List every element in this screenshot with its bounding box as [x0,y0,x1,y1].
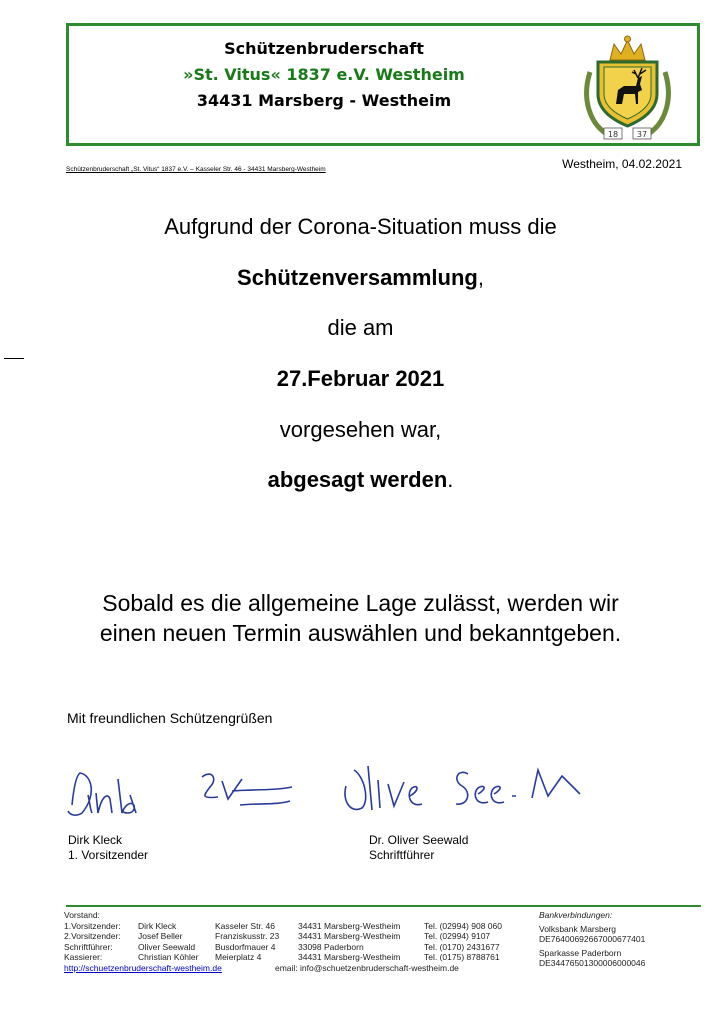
meeting-name: Schützenversammlung [237,265,478,290]
bank2-iban: DE34476501300006000046 [539,958,646,968]
board-label: Vorstand: [64,910,100,920]
bank1-name: Volksbank Marsberg [539,924,617,934]
signer-role: 1. Vorsitzender [68,848,149,862]
footer-board [64,910,524,973]
meeting-date: 27.Februar 2021 [276,366,445,391]
contact-row [64,963,524,974]
body-para2-line1: Sobald es die allgemeine Lage zulässt, werden wir [102,590,619,616]
signer-name: Dr. Oliver Seewald [369,833,469,847]
signer-1 [68,833,148,863]
signer-2 [369,833,468,863]
website-link[interactable]: http://schuetzenbruderschaft-westheim.de [64,962,222,973]
body-line-5: vorgesehen war, [279,417,442,442]
crest-year-left: 18 [607,130,619,139]
signature-oliver-seewald-icon [340,760,590,822]
board-row: 1.Vorsitzender: Dirk Kleck Kasseler Str. 46 34431 Marsberg-Westheim Tel. (02994) 908 060 [64,920,502,931]
signer-role: Schriftführer [369,848,435,862]
body-line-2: Schützenversammlung, [237,265,484,290]
club-name: Schützenbruderschaft [224,39,424,58]
closing-greeting: Mit freundlichen Schützengrüßen [67,710,273,726]
club-address: 34431 Marsberg - Westheim [196,91,452,110]
club-crest-icon [580,32,675,142]
club-subtitle: »St. Vitus« 1837 e.V. Westheim [183,65,465,84]
letterhead-box [66,23,700,146]
crest-year-right: 37 [636,130,648,139]
board-row: Kassierer: Christian Köhler Meierplatz 4 34431 Marsberg-Westheim Tel. (0175) 8788761 [64,952,500,962]
fold-mark [4,358,24,359]
board-row: 2.Vorsitzender: Josef Beller Franziskusstr. 23 34431 Marsberg-Westheim Tel. (02994) 9107 [64,931,491,941]
footer-bank [539,910,699,968]
cancel-notice: abgesagt werden [267,467,448,492]
body-para2-line2: einen neuen Termin auswählen und bekanntgeben. [99,620,622,646]
bank-title: Bankverbindungen: [539,910,613,920]
signer-name: Dirk Kleck [68,833,123,847]
footer-divider [66,905,701,907]
body-line-6: abgesagt werden. [267,467,454,492]
email-text: email: info@schuetzenbruderschaft-westheim.de [275,962,459,973]
board-row: Schriftführer: Oliver Seewald Busdorfmauer 4 33098 Paderborn Tel. (0170) 2431677 [64,941,500,952]
signature-dirk-kleck-icon [62,765,302,825]
bank1-iban: DE76400692667000677401 [539,934,646,944]
letter-date: Westheim, 04.02.2021 [562,157,682,171]
body-line-1: Aufgrund der Corona-Situation muss die [164,214,557,239]
sender-address-line: Schützenbruderschaft „St. Vitus“ 1837 e.V. – Kasseler Str. 46 - 34431 Marsberg-Westheim [66,166,326,173]
body-line-3: die am [327,315,394,340]
bank2-name: Sparkasse Paderborn [539,948,622,958]
